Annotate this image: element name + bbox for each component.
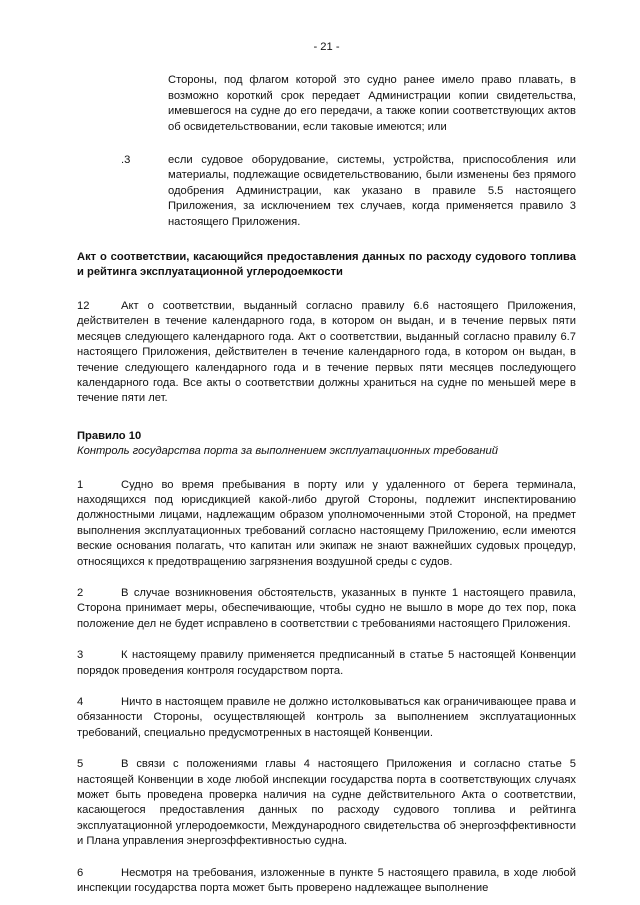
paragraph-5: [77, 757, 576, 849]
paragraph-text: Несмотря на требования, изложенные в пункте 5 настоящего правила, в ходе любой инспекции государства порта может быть проверено надлежащее выполнение: [77, 866, 576, 895]
paragraph-1: [77, 478, 576, 570]
rule-title: Правило 10: [77, 429, 142, 442]
paragraph-text: В связи с положениями главы 4 настоящего Приложения и согласно статье 5 настоящей Конвенции в ходе любой инспекции государства порта в соответствующих случаях может быть проведена проверка наличия на судне действительного Акта о соответствии, касающегося предоставления данных по расходу судового топлива и рейтинга эксплуатационной углеродоемкости, Международного свидетельства об энергоэффективности и Плана управления энергоэффективностью судна.: [77, 758, 576, 848]
paragraph-6: [77, 866, 576, 897]
paragraph-number: 2: [77, 586, 84, 599]
paragraph-3: [77, 648, 576, 679]
paragraph-text: Судно во время пребывания в порту или у удаленного от берега терминала, находящихся под юрисдикцией какой-либо другой Стороны, подлежит инспектированию должностными лицами, надлежащим образом уполномоченными этой Стороной, на предмет выполнения эксплуатационных требований согласно настоящему Приложению, если имеются веские основания полагать, что капитан или экипаж не знают важнейших судовых процедур, относящихся к предотвращению загрязнения воздушной среды с судов.: [77, 478, 576, 568]
paragraph-number: 6: [77, 866, 84, 879]
paragraph-12: [77, 299, 576, 407]
paragraph-text: К настоящему правилу применяется предписанный в статье 5 настоящей Конвенции порядок проведения контроля государством порта.: [77, 649, 576, 677]
paragraph-number: 5: [77, 758, 84, 771]
list-item-3: [77, 153, 576, 230]
list-item-text: если судовое оборудование, системы, устройства, приспособления или материалы, подлежащие освидетельствованию, были изменены без прямого одобрения Администрации, как указано в правиле 5.5 настоящего Приложения, за исключением тех случаев, когда применяется правило 3 настоящего Приложения.: [168, 154, 576, 228]
paragraph-number: 1: [77, 478, 84, 491]
continuation-paragraph: Стороны, под флагом которой это судно ранее имело право плавать, в возможно короткий срок передает Администрации копии свидетельства, имевшегося на судне до его передачи, а также копии соответствующих актов об освидетельствовании, если таковые имеются; или: [168, 74, 576, 133]
section-heading: Акт о соответствии, касающийся предоставления данных по расходу судового топлива и рейтинга эксплуатационной углеродоемкости: [77, 251, 576, 279]
paragraph-2: [77, 586, 576, 632]
paragraph-number: 12: [77, 299, 90, 312]
list-item-number: .3: [121, 154, 131, 167]
rule-subtitle: Контроль государства порта за выполнением эксплуатационных требований: [77, 445, 498, 458]
paragraph-4: [77, 695, 576, 741]
paragraph-text: Акт о соответствии, выданный согласно правилу 6.6 настоящего Приложения, действителен в течение календарного года, в котором он выдан, и в течение первых пяти месяцев следующего календарного года. Акт о соответствии, выданный согласно правилу 6.7 настоящего Приложения, действителен в течение календарного года, в котором он выдан, в течение следующего календарного года и в течение первых пяти месяцев последующего календарного года. Все акты о соответствии должны храниться на судне по меньшей мере в течение пяти лет.: [77, 299, 576, 405]
paragraph-number: 4: [77, 696, 84, 708]
paragraph-text: В случае возникновения обстоятельств, указанных в пункте 1 настоящего правила, Сторона принимает меры, обеспечивающие, чтобы судно не вышло в море до тех пор, пока положение дел не будет исправлено в соответствии с требованиями настоящего Приложения.: [77, 586, 576, 630]
page-number: - 21 -: [313, 41, 340, 53]
paragraph-text: Ничто в настоящем правиле не должно истолковываться как ограничивающее права и обязанности Стороны, осуществляющей контроль за выполнением эксплуатационных требований, специально предусмотренных в настоящей Конвенции.: [77, 696, 576, 739]
paragraph-number: 3: [77, 649, 84, 662]
